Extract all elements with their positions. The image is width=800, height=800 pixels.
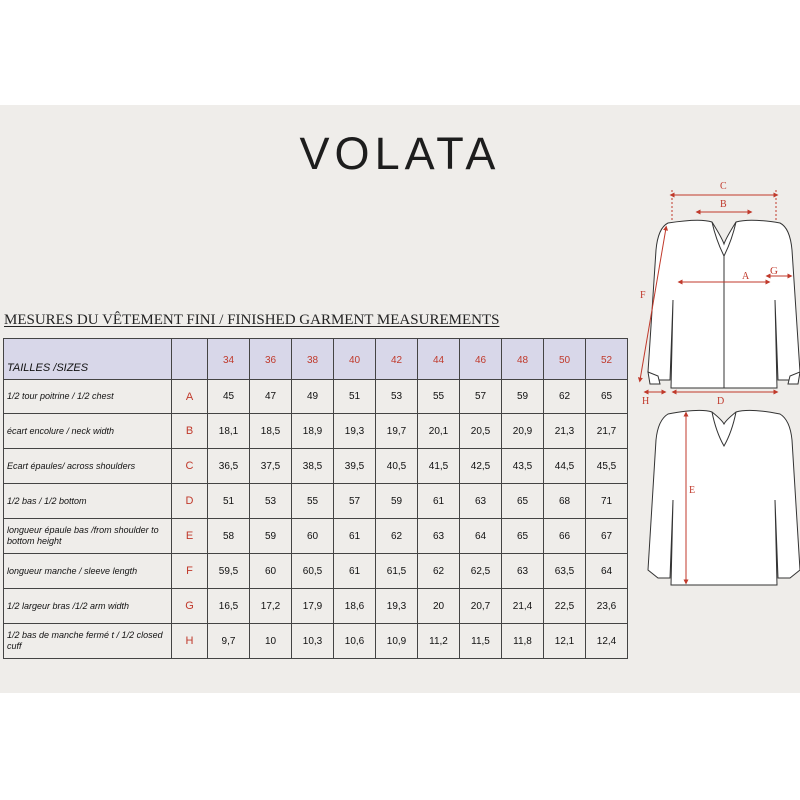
measurement-value: 64 [460, 519, 502, 554]
measurement-value: 67 [586, 519, 628, 554]
table-row [4, 589, 628, 624]
size-header-42: 42 [376, 339, 418, 380]
measurement-value: 45,5 [586, 449, 628, 484]
table-row [4, 519, 628, 554]
header-code-cell [172, 339, 208, 380]
measurement-value: 63 [460, 484, 502, 519]
measurement-value: 63 [502, 554, 544, 589]
measurement-value: 60 [292, 519, 334, 554]
measurement-value: 20,1 [418, 414, 460, 449]
measurement-value: 17,9 [292, 589, 334, 624]
size-header-38: 38 [292, 339, 334, 380]
table-row [4, 624, 628, 659]
measurement-value: 62 [376, 519, 418, 554]
measurement-code: C [172, 449, 208, 484]
measurement-value: 41,5 [418, 449, 460, 484]
measurement-value: 58 [208, 519, 250, 554]
table-header-row [4, 339, 628, 380]
measurement-value: 61 [418, 484, 460, 519]
table-title: MESURES DU VÊTEMENT FINI / FINISHED GARMENT MEASUREMENTS [4, 312, 500, 328]
measurement-value: 57 [334, 484, 376, 519]
measurement-value: 38,5 [292, 449, 334, 484]
table-row [4, 449, 628, 484]
measurement-value: 57 [460, 380, 502, 414]
table-row [4, 484, 628, 519]
measurement-value: 11,5 [460, 624, 502, 659]
measurement-label: longueur manche / sleeve length [4, 554, 172, 589]
label-f: F [640, 290, 646, 301]
measurement-value: 65 [586, 380, 628, 414]
measurement-value: 44,5 [544, 449, 586, 484]
measurement-code: D [172, 484, 208, 519]
measurement-code: B [172, 414, 208, 449]
measurement-value: 10,9 [376, 624, 418, 659]
measurement-value: 22,5 [544, 589, 586, 624]
measurement-code: A [172, 380, 208, 414]
measurement-value: 20,5 [460, 414, 502, 449]
measurement-value: 51 [334, 380, 376, 414]
measurement-value: 63,5 [544, 554, 586, 589]
size-header-44: 44 [418, 339, 460, 380]
measurement-label: Ecart épaules/ across shoulders [4, 449, 172, 484]
label-b: B [720, 199, 727, 210]
measurement-value: 47 [250, 380, 292, 414]
table-row [4, 554, 628, 589]
measurement-value: 19,3 [334, 414, 376, 449]
measurement-value: 9,7 [208, 624, 250, 659]
measurement-value: 45 [208, 380, 250, 414]
measurement-value: 23,6 [586, 589, 628, 624]
measurement-value: 11,8 [502, 624, 544, 659]
measurement-value: 18,1 [208, 414, 250, 449]
measurement-code: H [172, 624, 208, 659]
label-e: E [689, 485, 696, 496]
measurement-value: 10,3 [292, 624, 334, 659]
measurement-value: 61,5 [376, 554, 418, 589]
measurement-label: 1/2 tour poitrine / 1/2 chest [4, 380, 172, 414]
size-header-40: 40 [334, 339, 376, 380]
measurement-value: 53 [250, 484, 292, 519]
measurement-code: F [172, 554, 208, 589]
size-header-48: 48 [502, 339, 544, 380]
label-a: A [742, 271, 750, 282]
label-c: C [720, 181, 727, 192]
measurement-value: 71 [586, 484, 628, 519]
measurement-value: 19,3 [376, 589, 418, 624]
measurement-code: E [172, 519, 208, 554]
measurement-value: 65 [502, 484, 544, 519]
measurement-value: 21,4 [502, 589, 544, 624]
measurement-value: 18,9 [292, 414, 334, 449]
measurement-value: 59,5 [208, 554, 250, 589]
measurement-label: 1/2 bas / 1/2 bottom [4, 484, 172, 519]
measurement-value: 62,5 [460, 554, 502, 589]
measurement-value: 17,2 [250, 589, 292, 624]
measurement-value: 39,5 [334, 449, 376, 484]
measurement-label: longueur épaule bas /from shoulder to bottom height [4, 519, 172, 554]
measurement-value: 63 [418, 519, 460, 554]
measurement-value: 18,6 [334, 589, 376, 624]
measurement-value: 20,7 [460, 589, 502, 624]
measurement-value: 59 [250, 519, 292, 554]
front-view [648, 220, 800, 388]
measurement-value: 10,6 [334, 624, 376, 659]
measurement-value: 21,7 [586, 414, 628, 449]
measurement-label: écart encolure / neck width [4, 414, 172, 449]
table-row [4, 414, 628, 449]
measurement-value: 37,5 [250, 449, 292, 484]
measurement-value: 40,5 [376, 449, 418, 484]
garment-diagram [620, 170, 800, 600]
measurement-value: 62 [544, 380, 586, 414]
measurement-value: 59 [502, 380, 544, 414]
measurement-value: 12,1 [544, 624, 586, 659]
measurement-value: 20,9 [502, 414, 544, 449]
measurement-value: 61 [334, 519, 376, 554]
size-header-46: 46 [460, 339, 502, 380]
measurement-value: 12,4 [586, 624, 628, 659]
measurement-value: 61 [334, 554, 376, 589]
measurement-value: 51 [208, 484, 250, 519]
measurement-value: 21,3 [544, 414, 586, 449]
back-view [648, 410, 800, 585]
measurement-value: 64 [586, 554, 628, 589]
measurement-value: 55 [292, 484, 334, 519]
measurement-label: 1/2 bas de manche fermé t / 1/2 closed cuff [4, 624, 172, 659]
measurement-value: 55 [418, 380, 460, 414]
label-d: D [717, 396, 725, 407]
measurement-value: 11,2 [418, 624, 460, 659]
size-header-34: 34 [208, 339, 250, 380]
sizes-header-label: TAILLES /SIZES [4, 339, 172, 380]
measurement-value: 60 [250, 554, 292, 589]
measurement-value: 10 [250, 624, 292, 659]
measurement-value: 68 [544, 484, 586, 519]
measurement-label: 1/2 largeur bras /1/2 arm width [4, 589, 172, 624]
measurement-value: 60,5 [292, 554, 334, 589]
measurement-value: 65 [502, 519, 544, 554]
measurement-value: 18,5 [250, 414, 292, 449]
measurement-value: 59 [376, 484, 418, 519]
size-header-50: 50 [544, 339, 586, 380]
measurement-value: 16,5 [208, 589, 250, 624]
measurement-value: 19,7 [376, 414, 418, 449]
measurements-table [3, 338, 628, 659]
measurement-value: 49 [292, 380, 334, 414]
measurement-value: 62 [418, 554, 460, 589]
measurement-value: 66 [544, 519, 586, 554]
brand-title: VOLATA [299, 128, 501, 179]
size-header-52: 52 [586, 339, 628, 380]
measurement-value: 43,5 [502, 449, 544, 484]
label-g: G [770, 265, 778, 277]
measurement-value: 42,5 [460, 449, 502, 484]
measurement-code: G [172, 589, 208, 624]
measurement-value: 20 [418, 589, 460, 624]
table-row [4, 380, 628, 414]
label-h: H [642, 396, 650, 407]
measurement-value: 36,5 [208, 449, 250, 484]
size-header-36: 36 [250, 339, 292, 380]
measurement-value: 53 [376, 380, 418, 414]
